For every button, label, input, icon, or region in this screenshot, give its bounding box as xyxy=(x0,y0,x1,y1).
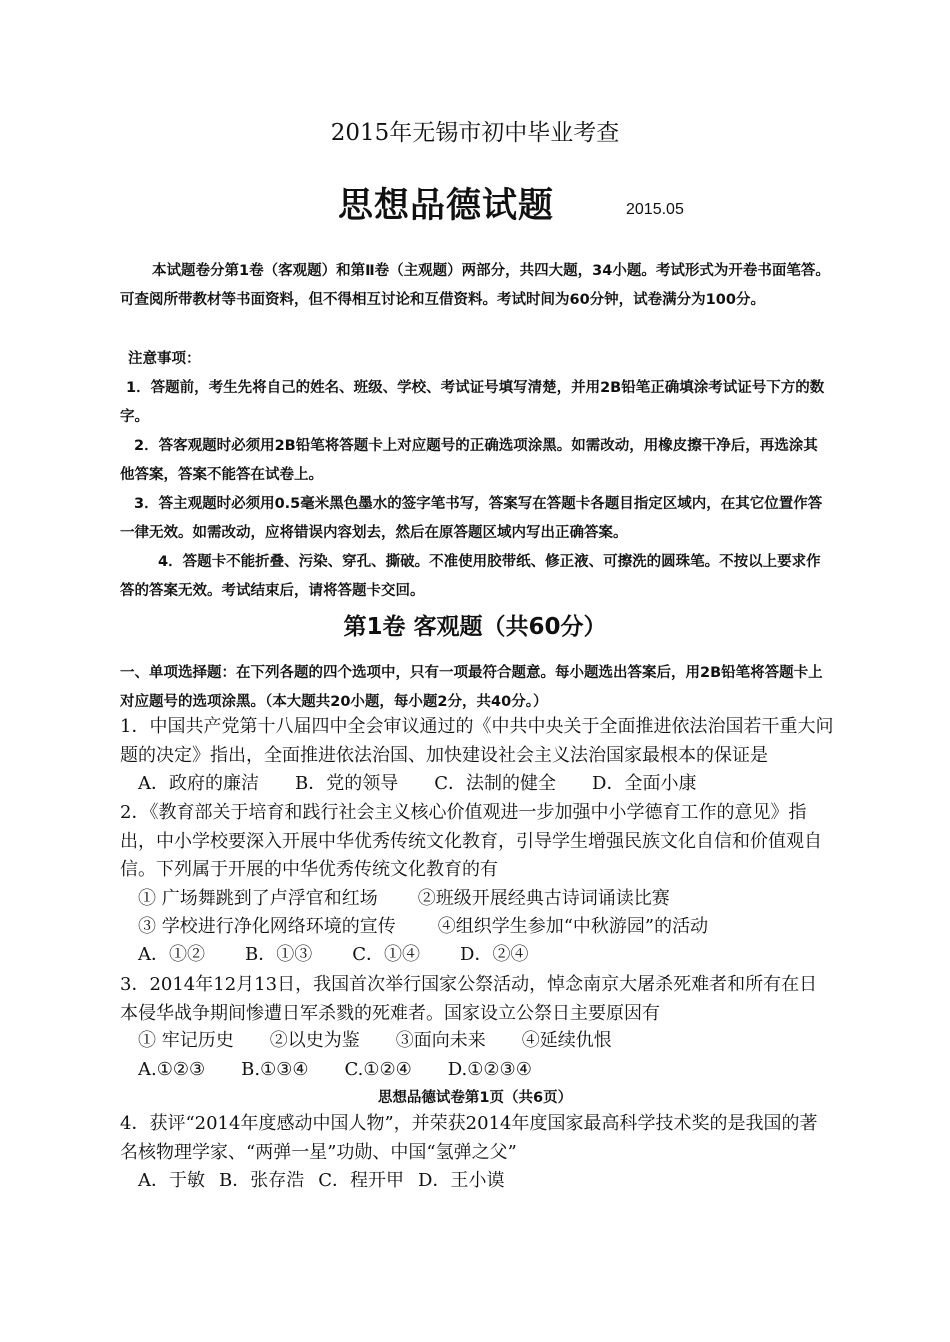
note-item: 4．答题卡不能折叠、污染、穿孔、撕破。不准使用胶带纸、修正液、可擦洗的圆珠笔。不按以上要求作答的答案无效。考试结束后，请将答题卡交回。 xyxy=(120,554,821,599)
question-4-text: 4．获评“2014年度感动中国人物”，并荣获2014年度国家最高科学技术奖的是我国的著名核物理学家、“两弹一星”功勋、中国“氢弹之父” xyxy=(120,1113,818,1163)
option-b: B．①③ xyxy=(245,944,313,965)
statement-1: ① 牢记历史 xyxy=(138,1030,234,1051)
subject-title: 思想品德试题 xyxy=(338,186,555,226)
note-item: 2．答客观题时必须用2B铅笔将答题卡上对应题号的正确选项涂黑。如需改动，用橡皮擦干净后，再选涂其他答案，答案不能答在试卷上。 xyxy=(120,438,818,483)
question-3-options xyxy=(138,1056,568,1085)
option-d: D．王小谟 xyxy=(418,1170,505,1191)
statement-2: ②班级开展经典古诗词诵读比赛 xyxy=(417,888,670,909)
statement-3: ③面向未来 xyxy=(395,1030,486,1051)
question-1-text: 1．中国共产党第十八届四中全会审议通过的《中共中央关于全面推进依法治国若干重大问题的决定》指出，全面推进依法治国、加快建设社会主义法治国家最根本的保证是 xyxy=(120,716,834,766)
page-footer: 思想品德试卷第1页（共6页） xyxy=(377,1090,573,1106)
exam-date: 2015.05 xyxy=(626,201,684,218)
statement-3: ③ 学校进行净化网络环境的宣传 xyxy=(138,916,396,937)
statement-2: ②以史为鉴 xyxy=(269,1030,360,1051)
option-d: D．全面小康 xyxy=(592,773,697,794)
option-a: A．政府的廉洁 xyxy=(138,773,259,794)
option-d: D．②④ xyxy=(460,944,529,965)
option-b: B．党的领导 xyxy=(295,773,399,794)
option-a: A．①② xyxy=(138,944,205,965)
option-a: A.①②③ xyxy=(138,1059,206,1080)
question-2-options xyxy=(138,941,568,970)
note-item: 3．答主观题时必须用0.5毫米黑色墨水的签字笔书写，答案写在答题卡各题目指定区域内，在其它位置作答一律无效。如需改动，应将错误内容划去，然后在原答题区域内写出正确答案。 xyxy=(120,496,823,541)
statement-4: ④组织学生参加“中秋游园”的活动 xyxy=(437,916,709,937)
exam-title: 2015年无锡市初中毕业考查 xyxy=(330,120,620,146)
question-3-items xyxy=(138,1027,648,1056)
statement-1: ① 广场舞跳到了卢浮官和红场 xyxy=(138,888,378,909)
option-c: C．①④ xyxy=(352,944,421,965)
option-b: B．张存浩 xyxy=(219,1170,305,1191)
statement-4: ④延续仇恨 xyxy=(521,1030,612,1051)
question-4-options xyxy=(138,1167,518,1196)
section-title: 第1卷 客观题（共60分） xyxy=(343,614,607,640)
notes-heading: 注意事项： xyxy=(128,351,201,367)
section-instruction: 一、单项选择题：在下列各题的四个选项中，只有一项最符合题意。每小题选出答案后，用2B铅笔将答题卡上对应题号的选项涂黑。（本大题共20小题，每小题2分，共40分。） xyxy=(120,665,823,710)
intro-paragraph: 本试题卷分第1卷（客观题）和第Ⅱ卷（主观题）两部分，共四大题，34小题。考试形式为开卷书面笔答。可查阅所带教材等书面资料，但不得相互讨论和互借资料。考试时间为60分钟，试卷满分为100分。 xyxy=(120,263,830,308)
question-2-items xyxy=(138,885,670,914)
question-2-text: 2．《教育部关于培育和践行社会主义核心价值观进一步加强中小学德育工作的意见》指出，中小学校要深入开展中华优秀传统文化教育，引导学生增强民族文化自信和价值观自信。下列属于开展的中华优秀传统文化教育的有 xyxy=(120,802,822,880)
option-c: C．法制的健全 xyxy=(434,773,557,794)
note-item: 1．答题前，考生先将自己的姓名、班级、学校、考试证号填写清楚，并用2B铅笔正确填涂考试证号下方的数字。 xyxy=(120,380,825,425)
option-b: B.①③④ xyxy=(241,1059,309,1080)
option-c: C.①②④ xyxy=(344,1059,412,1080)
question-2-items xyxy=(138,913,708,942)
question-3-text: 3．2014年12月13日，我国首次举行国家公祭活动，悼念南京大屠杀死难者和所有在日本侵华战争期间惨遭日军杀戮的死难者。国家设立公祭日主要原因有 xyxy=(120,974,818,1024)
option-c: C．程开甲 xyxy=(318,1170,405,1191)
question-1-options xyxy=(138,770,732,799)
option-a: A．于敏 xyxy=(138,1170,205,1191)
option-d: D.①②③④ xyxy=(447,1059,532,1080)
